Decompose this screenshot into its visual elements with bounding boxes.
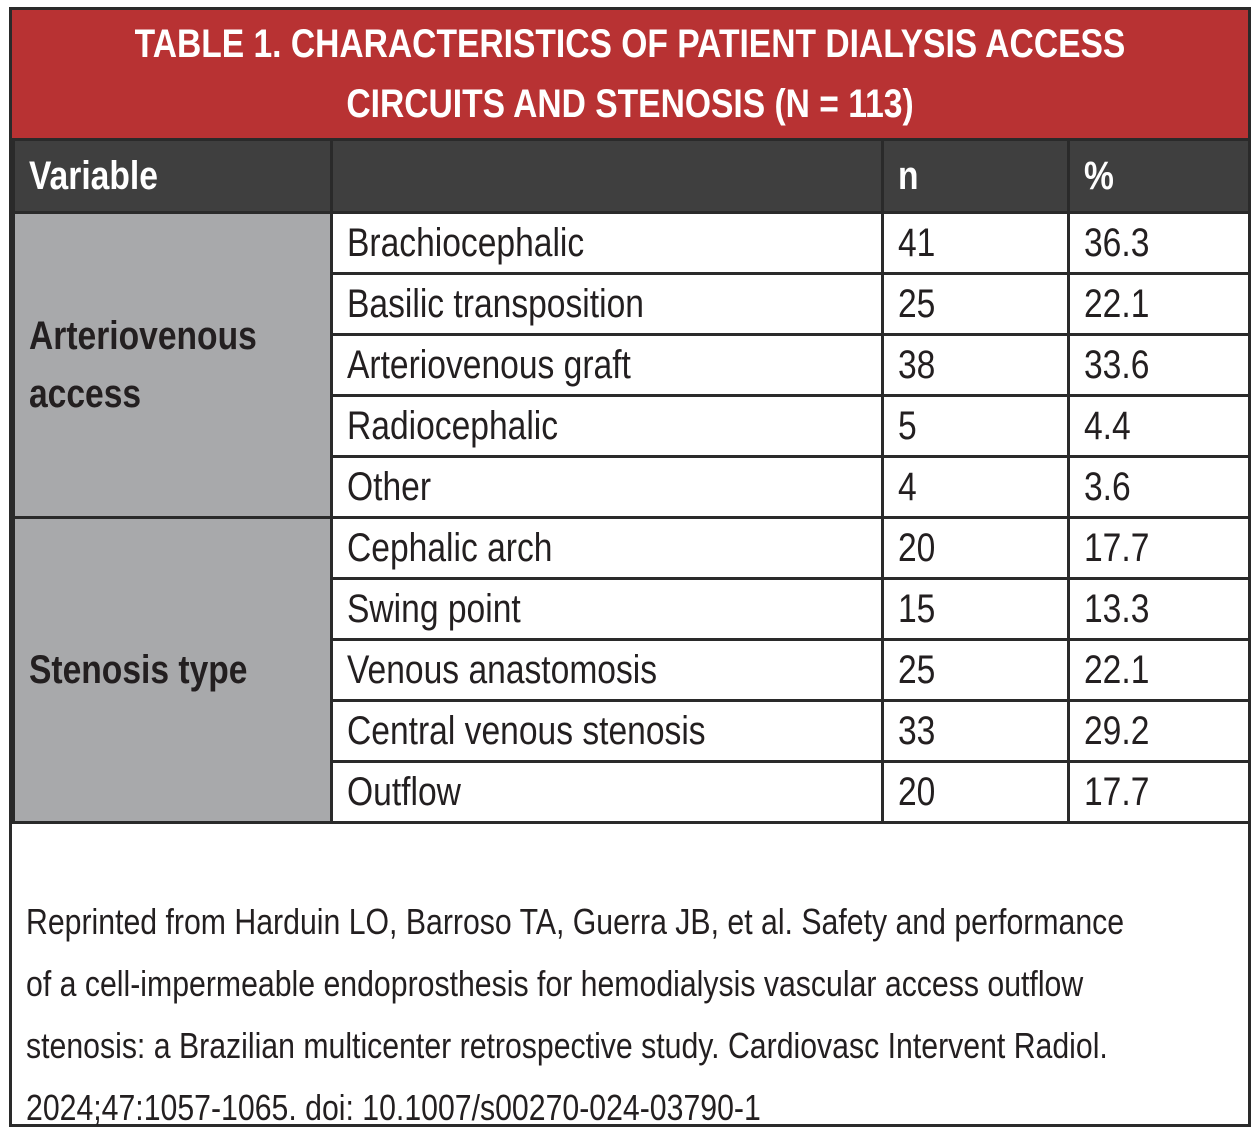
footnote-line: Reprinted from Harduin LO, Barroso TA, Guerra JB, et al. Safety and performance	[26, 901, 1125, 942]
row-percent: 22.1	[1069, 640, 1250, 701]
row-label: Arteriovenous graft	[332, 335, 883, 396]
row-n: 33	[883, 701, 1069, 762]
table-title-line-2: CIRCUITS AND STENOSIS (N = 113)	[346, 82, 914, 126]
group-label-stenosis-type: Stenosis type	[14, 518, 332, 823]
column-header-subtype	[332, 140, 883, 213]
row-n: 20	[883, 518, 1069, 579]
row-n: 4	[883, 457, 1069, 518]
row-label: Venous anastomosis	[332, 640, 883, 701]
column-header-percent: %	[1069, 140, 1250, 213]
table-figure	[9, 7, 1251, 1127]
table-footnote	[12, 877, 1248, 1139]
row-percent: 4.4	[1069, 396, 1250, 457]
header-row	[14, 140, 1250, 213]
footnote-line: stenosis: a Brazilian multicenter retrospective study. Cardiovasc Intervent Radiol.	[26, 1025, 1108, 1066]
footnote-line: of a cell-impermeable endoprosthesis for hemodialysis vascular access outflow	[26, 963, 1084, 1004]
row-label: Cephalic arch	[332, 518, 883, 579]
row-n: 20	[883, 762, 1069, 823]
column-header-variable: Variable	[14, 140, 332, 213]
table-row	[14, 213, 1250, 274]
row-n: 15	[883, 579, 1069, 640]
row-label: Outflow	[332, 762, 883, 823]
table-row	[14, 518, 1250, 579]
row-n: 5	[883, 396, 1069, 457]
table-title	[12, 10, 1248, 138]
row-label: Central venous stenosis	[332, 701, 883, 762]
row-label: Radiocephalic	[332, 396, 883, 457]
data-table	[12, 138, 1251, 824]
row-percent: 13.3	[1069, 579, 1250, 640]
row-label: Other	[332, 457, 883, 518]
row-n: 41	[883, 213, 1069, 274]
column-header-n: n	[883, 140, 1069, 213]
row-label: Swing point	[332, 579, 883, 640]
table-title-line-1: TABLE 1. CHARACTERISTICS OF PATIENT DIALYSIS ACCESS	[134, 22, 1126, 66]
group-label-arteriovenous-access: Arteriovenous access	[14, 213, 332, 518]
row-percent: 22.1	[1069, 274, 1250, 335]
row-label: Basilic transposition	[332, 274, 883, 335]
row-percent: 3.6	[1069, 457, 1250, 518]
row-percent: 17.7	[1069, 762, 1250, 823]
row-percent: 17.7	[1069, 518, 1250, 579]
row-n: 25	[883, 640, 1069, 701]
row-percent: 29.2	[1069, 701, 1250, 762]
row-percent: 36.3	[1069, 213, 1250, 274]
row-n: 38	[883, 335, 1069, 396]
row-label: Brachiocephalic	[332, 213, 883, 274]
footnote-line: 2024;47:1057-1065. doi: 10.1007/s00270-024-03790-1	[26, 1087, 761, 1128]
row-n: 25	[883, 274, 1069, 335]
row-percent: 33.6	[1069, 335, 1250, 396]
